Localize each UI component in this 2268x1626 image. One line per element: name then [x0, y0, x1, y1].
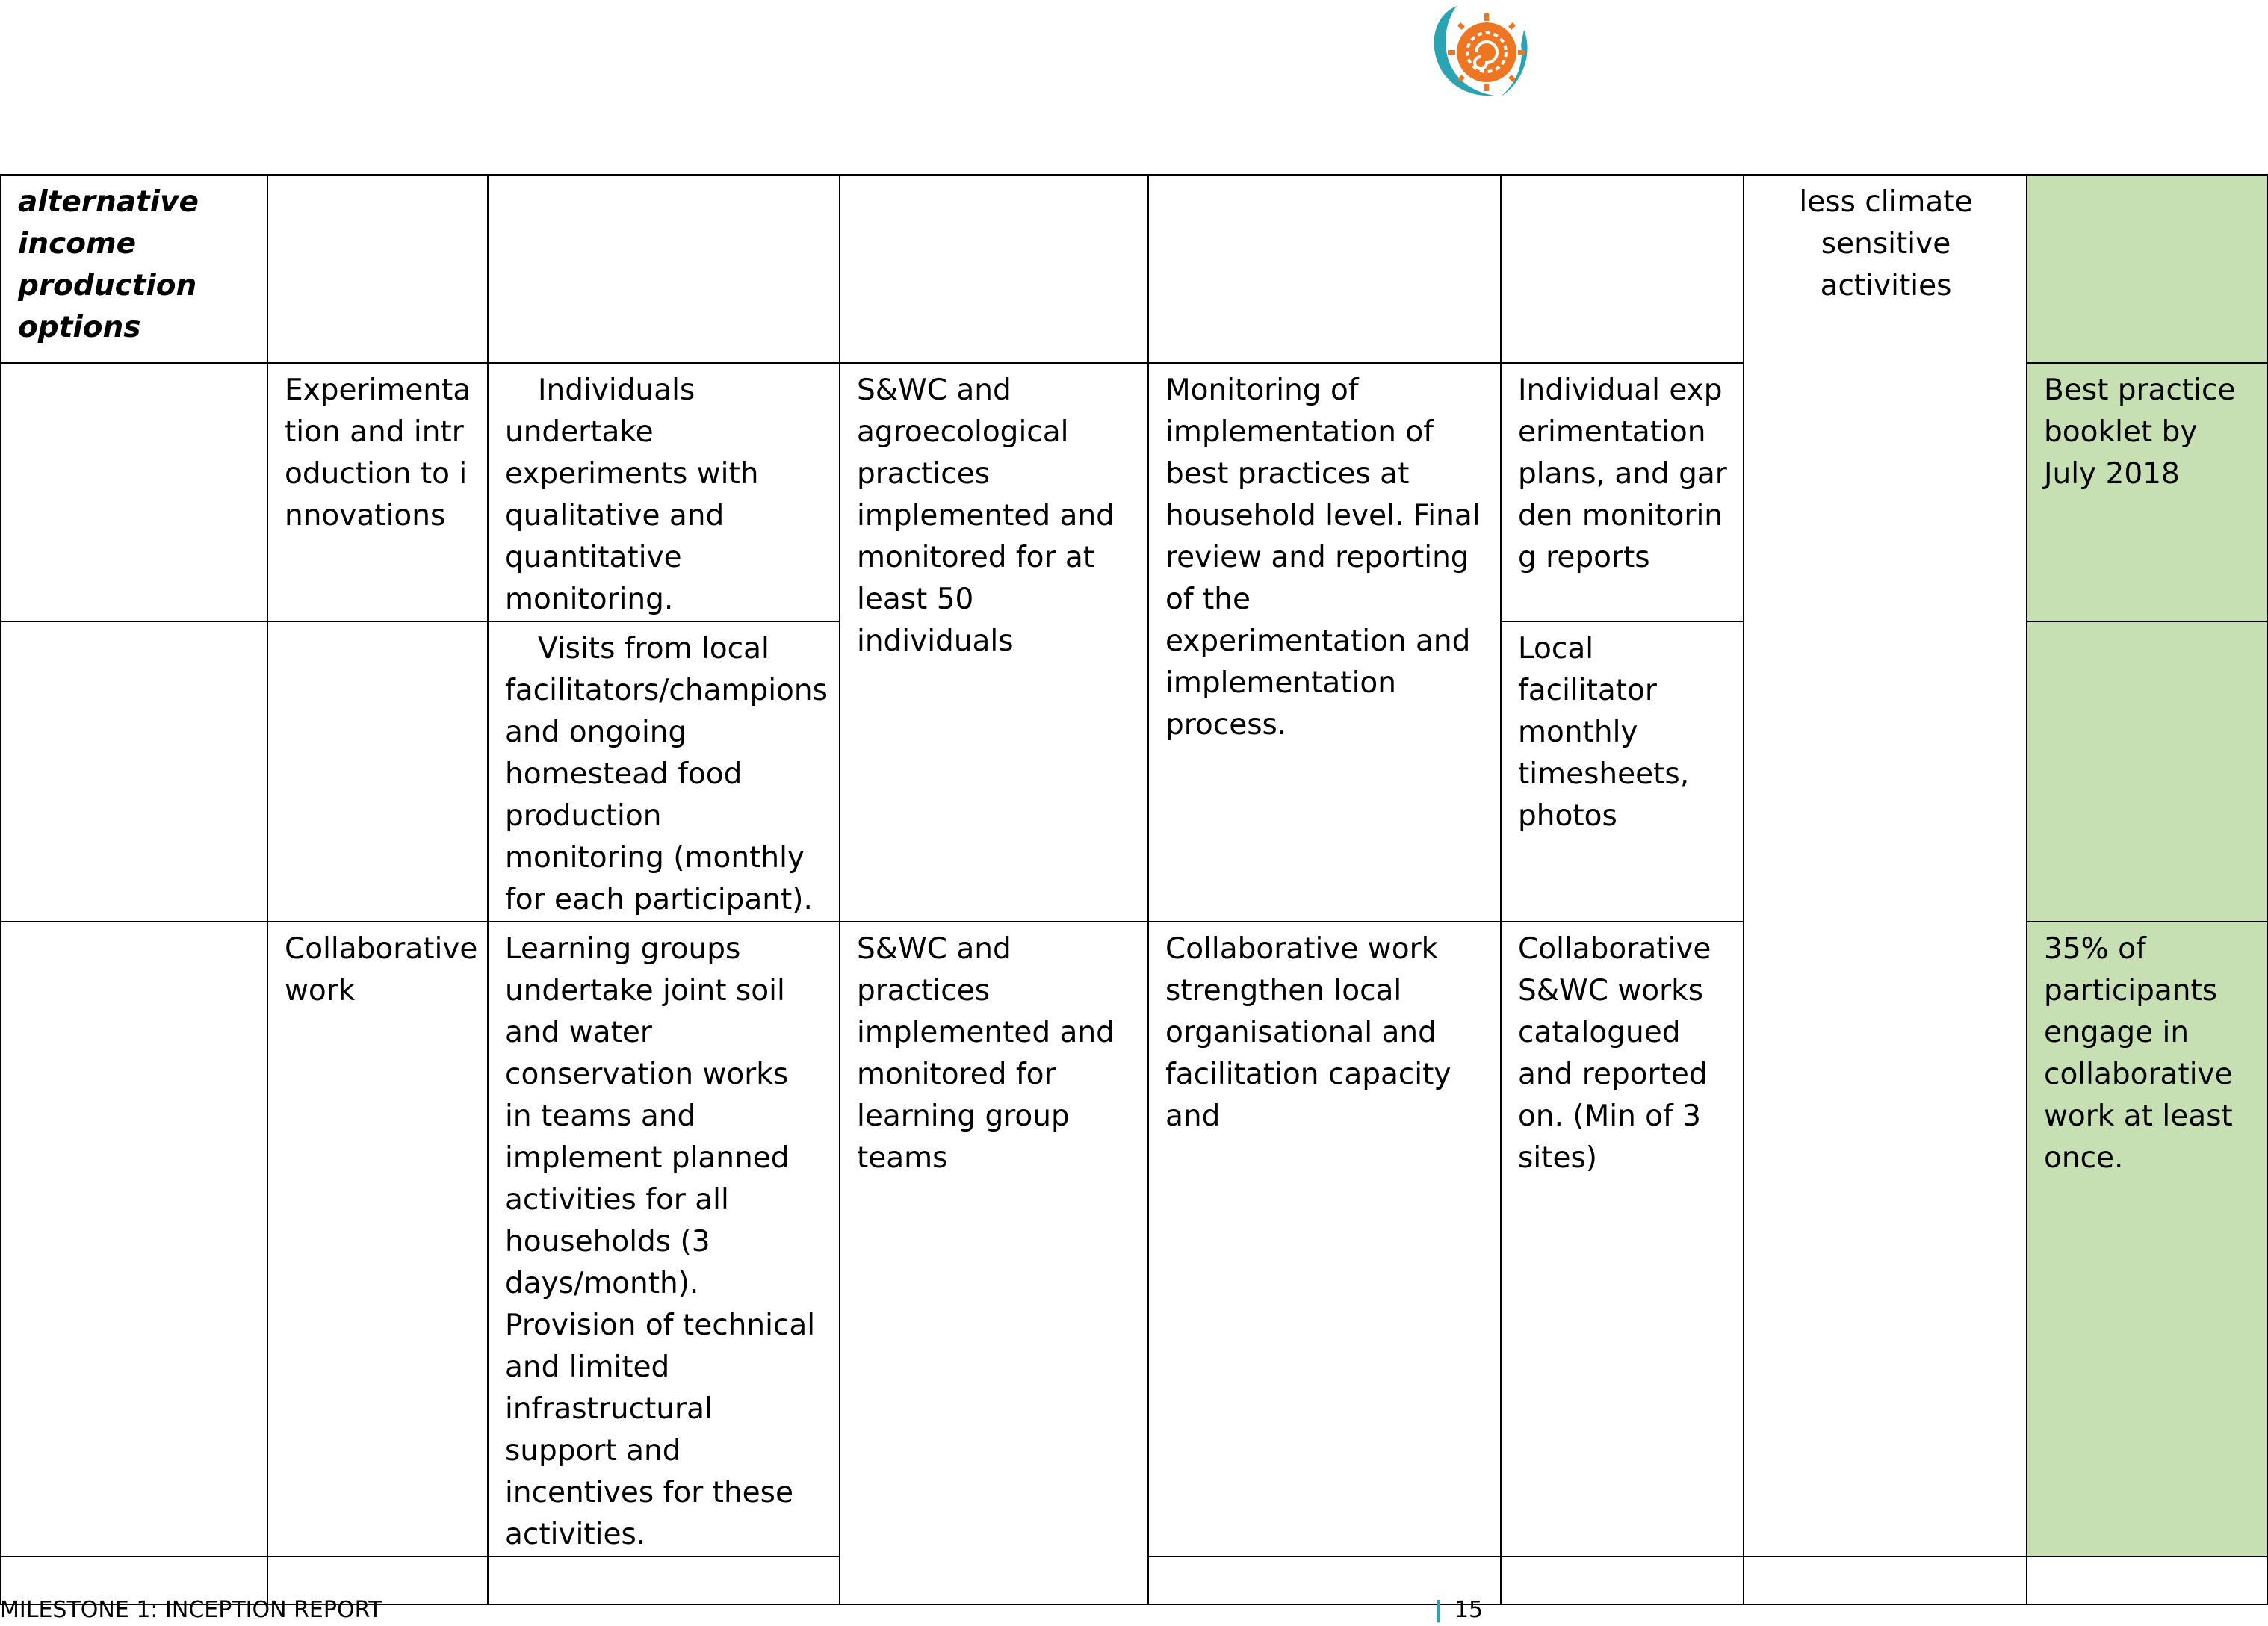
table-cell	[1, 175, 267, 363]
table-cell	[1501, 1557, 1744, 1604]
cell-text: S&WC and agroecological practices implemented and monitored for at least 50 individuals	[857, 373, 1115, 658]
table-cell	[1744, 175, 2027, 1557]
table-row	[1, 175, 2267, 363]
table-cell	[1501, 621, 1744, 922]
cell-text: Collaborative S&WC works catalogued and reported on. (Min of 3 sites)	[1518, 932, 1711, 1175]
cell-text: less climate sensitive activities	[1799, 185, 1973, 302]
table-cell	[488, 363, 840, 621]
table-cell	[488, 1557, 840, 1604]
table-cell	[1501, 175, 1744, 363]
cell-text: Individual experimentation plans, and garden monitoring reports	[1518, 373, 1727, 574]
footer-separator: |	[1434, 1597, 1443, 1623]
table-cell	[1148, 175, 1501, 363]
page-number	[1434, 1597, 1483, 1623]
cell-text: Experimentation and introduction to innovations	[285, 373, 471, 533]
table-cell	[1501, 922, 1744, 1557]
table-cell	[1, 621, 267, 922]
cell-text: Local facilitator monthly timesheets, photos	[1518, 632, 1690, 833]
table-cell	[840, 175, 1148, 363]
table-cell	[1148, 363, 1501, 922]
table-cell	[2027, 175, 2267, 363]
sun-logo-icon	[1412, 0, 1546, 105]
cell-text: Collaborative work	[285, 932, 478, 1008]
table-cell	[267, 363, 488, 621]
footer-title: MILESTONE 1: INCEPTION REPORT	[0, 1597, 382, 1623]
cell-text: 35% of participants engage in collaborative work at least once.	[2044, 932, 2233, 1175]
table-cell	[1744, 1557, 2027, 1604]
cell-text: S&WC and practices implemented and monitored for learning group teams	[857, 932, 1115, 1175]
cell-text: Best practice booklet by July 2018	[2044, 373, 2236, 491]
table-cell	[2027, 621, 2267, 922]
table-cell	[2027, 922, 2267, 1557]
table-cell	[840, 922, 1148, 1604]
cell-text: Collaborative work strengthen local organisational and facilitation capacity and	[1165, 932, 1451, 1133]
cell-text: Individuals undertake experiments with qualitative and quantitative monitoring.	[505, 373, 759, 616]
table-cell	[267, 922, 488, 1557]
page-number-text: 15	[1454, 1597, 1484, 1623]
table-cell	[1501, 363, 1744, 621]
table-cell	[2027, 363, 2267, 621]
table-cell	[840, 363, 1148, 922]
table-cell	[1148, 922, 1501, 1557]
cell-text: Monitoring of implementation of best practices at household level. Final review and reporting of the experimentation and implementation process.	[1165, 373, 1481, 742]
table-cell	[267, 621, 488, 922]
activities-table	[0, 174, 2268, 1605]
cell-text: Learning groups undertake joint soil and water conservation works in teams and implement planned activities for all households (3 days/month). Provision of technical and limited infrastructural support and incentives for these activities.	[505, 932, 816, 1551]
table-cell	[1, 922, 267, 1557]
table-cell	[2027, 1557, 2267, 1604]
table-cell	[488, 621, 840, 922]
table-cell	[488, 922, 840, 1557]
outcome-label: alternative income production options	[18, 185, 199, 344]
cell-text: Visits from local facilitators/champions and ongoing homestead food production monitoring (monthly for each participant).	[505, 632, 828, 916]
table-cell	[267, 175, 488, 363]
table-cell	[1, 363, 267, 621]
table-cell	[488, 175, 840, 363]
